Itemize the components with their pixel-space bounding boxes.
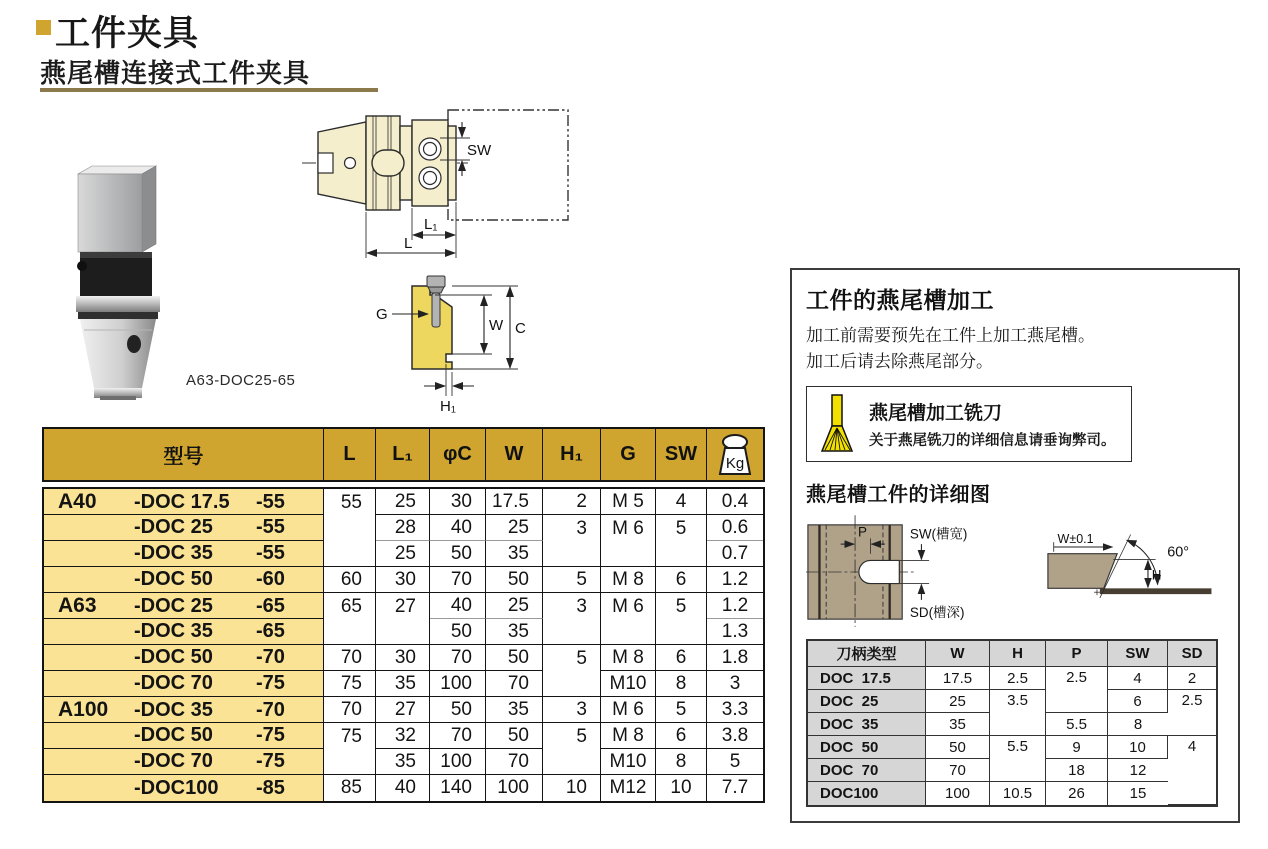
col-header-h1: H₁ <box>543 429 601 480</box>
p-dim-label: P <box>857 524 867 540</box>
table-cell: M 6 <box>601 697 656 723</box>
table-cell: 0.6 <box>707 515 763 541</box>
table-cell: 7.7 <box>721 777 749 798</box>
table-cell: 70 <box>926 759 990 782</box>
table-row <box>44 697 763 723</box>
table-cell: 70 <box>324 645 376 671</box>
col-header-l: L <box>324 429 376 480</box>
table-row <box>808 690 1216 713</box>
model-code: -DOC 25 <box>134 516 213 538</box>
table-cell: 100 <box>486 775 543 801</box>
table-cell: 25 <box>376 541 430 567</box>
model-code: -75 <box>256 724 285 746</box>
table-cell: 100 <box>430 749 486 775</box>
slot-plan-diagram <box>806 513 1032 631</box>
table-cell: 2 <box>1168 667 1216 690</box>
panel-body-line: 加工前需要预先在工件上加工燕尾槽。 <box>806 326 1095 345</box>
table-cell: 2 <box>543 489 601 515</box>
model-code: -DOC 70 <box>134 672 213 694</box>
table-cell: 8 <box>1108 713 1168 736</box>
table-cell: 5 <box>656 515 707 567</box>
table-cell: 10.5 <box>990 782 1046 805</box>
table-cell: 35 <box>926 713 990 736</box>
spec-header-row <box>808 641 1216 667</box>
side-view-drawing <box>300 92 580 267</box>
table-cell: 3 <box>543 593 601 645</box>
model-code: -DOC 17.5 <box>134 490 230 513</box>
table-row <box>44 567 763 593</box>
h1-dim-label: H₁ <box>440 398 456 415</box>
h-dim-label: H <box>1151 567 1162 583</box>
cutter-note-box <box>806 386 1132 462</box>
table-cell: 12 <box>1108 759 1168 782</box>
table-cell: 140 <box>430 775 486 801</box>
photo-caption: A63-DOC25-65 <box>186 372 296 389</box>
model-code: -65 <box>256 594 285 617</box>
table-cell: 1.3 <box>707 619 763 645</box>
table-row <box>44 723 763 749</box>
table-cell: 26 <box>1046 782 1108 805</box>
table-cell: 50 <box>486 645 543 671</box>
dovetail-info-panel <box>790 268 1240 823</box>
model-code: -75 <box>256 672 285 694</box>
table-cell: 3 <box>543 515 601 567</box>
model-code: -85 <box>256 776 285 799</box>
table-cell: 3.5 <box>990 690 1046 736</box>
model-cell <box>44 723 324 749</box>
sw-dim-label: SW <box>467 142 492 159</box>
table-cell: 5.5 <box>990 736 1046 782</box>
table-cell: 55 <box>324 489 376 567</box>
model-code: -70 <box>256 698 285 721</box>
note-texts <box>869 398 1116 450</box>
model-code: -DOC100 <box>134 776 219 799</box>
table-row <box>44 775 763 801</box>
spec-col-w: W <box>926 641 990 667</box>
weight-icon <box>715 433 755 477</box>
table-cell: M 8 <box>601 645 656 671</box>
title-bullet-square <box>36 20 51 35</box>
spec-col-sd: SD <box>1168 641 1216 667</box>
table-cell: 50 <box>486 723 543 749</box>
table-cell: 5.5 <box>1046 713 1108 736</box>
table-cell: 4 <box>1108 667 1168 690</box>
table-cell: 3.8 <box>707 723 763 749</box>
table-cell: 70 <box>430 567 486 593</box>
model-cell <box>44 593 324 619</box>
table-cell: 2.5 <box>990 667 1046 690</box>
model-code: -DOC 35 <box>134 698 213 721</box>
table-cell: 3 <box>707 671 763 697</box>
tool-type-cell: DOC100 <box>808 782 926 805</box>
model-code: -DOC 35 <box>134 620 213 642</box>
spec-col-h: H <box>990 641 1046 667</box>
model-code: -DOC 70 <box>134 750 213 772</box>
table-cell: 9 <box>1046 736 1108 759</box>
table-cell: M 8 <box>601 567 656 593</box>
table-cell: M10 <box>601 671 656 697</box>
clamp-profile-drawing <box>368 266 618 426</box>
tool-type-cell: DOC 70 <box>808 759 926 782</box>
table-row <box>808 667 1216 690</box>
table-cell: 25 <box>376 489 430 515</box>
table-cell: 6 <box>656 567 707 593</box>
model-code: -75 <box>256 750 285 772</box>
table-cell: 28 <box>376 515 430 541</box>
product-photo <box>72 160 172 400</box>
table-cell: 5 <box>543 723 601 775</box>
table-cell: 70 <box>430 723 486 749</box>
model-cell <box>44 697 324 723</box>
col-header-sw: SW <box>656 429 707 480</box>
model-code: -70 <box>256 646 285 668</box>
table-cell: 30 <box>376 645 430 671</box>
table-cell: 1.2 <box>707 593 763 619</box>
table-cell: 70 <box>486 671 543 697</box>
main-table-header <box>42 427 765 482</box>
panel-body-text <box>806 323 1224 374</box>
c-dim-label: C <box>515 320 526 337</box>
table-cell: 6 <box>656 723 707 749</box>
table-cell: 25 <box>926 690 990 713</box>
section-subtitle: 燕尾槽连接式工件夹具 <box>40 58 311 88</box>
table-cell: 10 <box>656 775 707 801</box>
table-cell: M12 <box>601 775 656 801</box>
model-code: -65 <box>256 620 285 642</box>
table-cell: 1.2 <box>707 567 763 593</box>
page-header <box>36 6 199 56</box>
model-code: -60 <box>256 568 285 590</box>
table-cell: 4 <box>656 489 707 515</box>
model-code: -55 <box>256 542 285 564</box>
l-dim-label: L <box>404 235 413 252</box>
table-cell: 25 <box>486 593 543 619</box>
table-cell: 3.3 <box>707 697 763 723</box>
table-cell: 65 <box>324 593 376 645</box>
table-cell: M 6 <box>601 593 656 645</box>
slot-depth-label: SD(槽深) <box>909 605 965 621</box>
col-header-w: W <box>486 429 543 480</box>
table-cell: 50 <box>430 541 486 567</box>
tool-type-cell: DOC 17.5 <box>808 667 926 690</box>
table-row <box>44 671 763 697</box>
model-code: -DOC 50 <box>134 646 213 668</box>
table-cell: 35 <box>376 671 430 697</box>
table-cell: 50 <box>486 567 543 593</box>
model-cell <box>44 619 324 645</box>
table-cell: 50 <box>926 736 990 759</box>
detail-heading: 燕尾槽工件的详细图 <box>806 484 991 506</box>
table-row <box>808 736 1216 759</box>
table-cell: 3 <box>543 697 601 723</box>
table-cell: 15 <box>1129 785 1147 802</box>
table-cell: 100 <box>926 782 990 805</box>
panel-title: 工件的燕尾槽加工 <box>806 287 994 313</box>
table-cell: M 6 <box>601 515 656 567</box>
header-row <box>44 429 763 480</box>
table-cell: 5 <box>543 645 601 697</box>
spec-table <box>806 639 1218 807</box>
table-cell: 40 <box>430 593 486 619</box>
table-row <box>808 782 1216 805</box>
col-header-l1: L₁ <box>376 429 430 480</box>
table-cell: 5 <box>656 593 707 645</box>
tool-type-cell: DOC 50 <box>808 736 926 759</box>
table-row <box>44 593 763 619</box>
table-cell: M 8 <box>601 723 656 749</box>
col-header-g: G <box>601 429 656 480</box>
w-tolerance-label: W±0.1 <box>1057 532 1094 547</box>
table-cell: 25 <box>486 515 543 541</box>
table-cell: 8 <box>656 749 707 775</box>
detail-diagrams <box>806 513 1224 631</box>
table-cell: 10 <box>1108 736 1168 759</box>
table-cell: 40 <box>430 515 486 541</box>
table-cell: 1.8 <box>707 645 763 671</box>
table-cell: 6 <box>1108 690 1168 713</box>
col-header-c: φC <box>430 429 486 480</box>
table-cell: 70 <box>324 697 376 723</box>
model-code: -DOC 35 <box>134 542 213 564</box>
table-cell: 0.7 <box>707 541 763 567</box>
model-code: -DOC 50 <box>134 568 213 590</box>
model-cell <box>44 515 324 541</box>
panel-body-line: 加工后请去除燕尾部分。 <box>806 351 993 371</box>
table-cell: 50 <box>430 619 486 645</box>
model-code: -55 <box>256 490 285 513</box>
table-cell: 70 <box>430 645 486 671</box>
kg-label: Kg <box>725 454 745 472</box>
spec-col-tool-type: 刀柄类型 <box>808 641 926 667</box>
table-cell: 6 <box>656 645 707 671</box>
table-cell: 5 <box>543 567 601 593</box>
model-series: A40 <box>58 489 97 513</box>
table-cell: 60 <box>324 567 376 593</box>
page-title: 工件夹具 <box>55 14 200 53</box>
table-cell: 27 <box>376 697 430 723</box>
table-cell: 100 <box>430 671 486 697</box>
model-code: -DOC 50 <box>134 724 213 746</box>
spec-table-wrap <box>806 639 1224 807</box>
table-cell: 0.4 <box>707 489 763 515</box>
note-title: 燕尾槽加工铣刀 <box>869 403 1003 424</box>
spec-col-p: P <box>1046 641 1108 667</box>
table-cell: M10 <box>601 749 656 775</box>
table-cell: 27 <box>376 593 430 645</box>
model-cell <box>44 749 324 775</box>
model-cell <box>44 541 324 567</box>
model-cell <box>44 567 324 593</box>
model-code: -DOC 25 <box>134 594 213 617</box>
table-cell: 17.5 <box>486 489 543 515</box>
table-cell: 2.5 <box>1168 690 1216 736</box>
main-table <box>42 487 765 803</box>
table-cell: 40 <box>376 775 430 801</box>
table-cell: 70 <box>486 749 543 775</box>
table-cell: 75 <box>324 723 376 775</box>
table-cell: 35 <box>486 541 543 567</box>
table-cell: 4 <box>1168 736 1216 805</box>
table-cell: 17.5 <box>926 667 990 690</box>
tool-type-cell: DOC 25 <box>808 690 926 713</box>
model-cell <box>44 489 324 515</box>
table-row <box>44 489 763 515</box>
note-text: 关于燕尾铣刀的详细信息请垂询弊司。 <box>869 433 1116 449</box>
table-cell: 2.5 <box>1046 667 1108 713</box>
table-row <box>44 515 763 541</box>
table-cell: 18 <box>1046 759 1108 782</box>
model-series: A63 <box>58 593 97 617</box>
table-row <box>44 645 763 671</box>
table-cell: 32 <box>376 723 430 749</box>
table-cell: 85 <box>324 775 376 801</box>
tool-type-cell: DOC 35 <box>808 713 926 736</box>
table-cell: 50 <box>430 697 486 723</box>
dovetail-angle-diagram <box>1046 529 1224 615</box>
model-cell <box>44 671 324 697</box>
table-cell: 75 <box>324 671 376 697</box>
table-cell: M 5 <box>601 489 656 515</box>
col-header-model: 型号 <box>44 429 324 480</box>
model-cell <box>44 775 324 801</box>
table-cell: 5 <box>707 749 763 775</box>
table-cell: 5 <box>656 697 707 723</box>
angle-label: 60° <box>1167 544 1190 561</box>
table-cell: 35 <box>486 619 543 645</box>
table-cell: 10 <box>543 775 601 801</box>
model-series: A100 <box>58 697 109 721</box>
dovetail-cutter-icon <box>819 393 855 455</box>
table-row <box>44 749 763 775</box>
slot-width-label: SW(槽宽) <box>909 526 968 542</box>
col-header-kg <box>707 429 763 480</box>
table-cell: 30 <box>430 489 486 515</box>
table-cell: 30 <box>376 567 430 593</box>
workpiece-outline <box>448 110 568 220</box>
w-dim-label: W <box>489 317 504 334</box>
model-code: -55 <box>256 516 285 538</box>
table-cell: 8 <box>656 671 707 697</box>
spec-col-sw: SW <box>1108 641 1168 667</box>
table-cell: 35 <box>376 749 430 775</box>
l1-dim-label: L₁ <box>424 216 438 233</box>
table-cell: 35 <box>486 697 543 723</box>
g-dim-label: G <box>376 306 388 323</box>
model-cell <box>44 645 324 671</box>
